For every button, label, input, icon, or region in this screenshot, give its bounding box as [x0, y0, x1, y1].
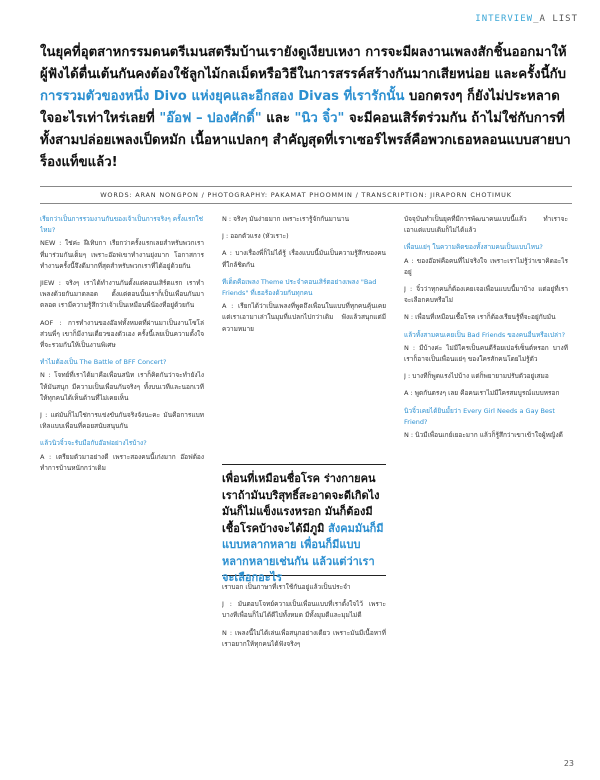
lead-text-3: และ: [261, 111, 295, 126]
answer: N : มีบ้างค่ะ ไม่มีใครเป็นคนดีร้อยเปอร์เซ็นต์หรอก บางทีเราก็อาจเป็นเพื่อนแย่ๆ ของใครสักคนโดยไม่รู้ตัว: [404, 343, 568, 364]
pull-quote: [222, 464, 386, 584]
lead-text-2: บอกตรงๆ ก็ยังไม่ประหลาดใจอะไรเท่าใหร่เลยที่: [40, 89, 560, 126]
answer: J : แต่มันก็ไม่ใช่การแข่งขันกันจริงจังนะคะ มันคือการแบทเทิลแบบเพื่อนที่คอยสนับสนุนกัน: [40, 411, 204, 431]
answer: N : โจทย์ที่เราได้มาคือเพื่อนสนิท เราก็คิดกันว่าจะทำยังไงให้มันสนุก มีความเป็นเพื่อนกันจริงๆ ทั้งบนเวทีและนอกเวที ให้ทุกคนได้เห็นด้านที่ไม่เคยเห็น: [40, 371, 204, 402]
lead-highlight-3: "นิว จิ๋ว": [294, 111, 345, 126]
lead-paragraph: [40, 42, 572, 174]
question: ทีเด็ดคือเพลง Theme ประจำคอนเสิร์ตอย่างเพลง "Bad Friends" ที่เธอร้องด้วยกันทุกคน: [222, 277, 377, 298]
pull-quote-highlight: สังคมมันก็มีแบบหลากหลาย เพื่อนก็มีแบบหลากหลายเช่นกัน แล้วแต่ว่าเราจะเลือกอะไร: [222, 521, 384, 584]
answer: J : บางทีก็พูดแรงไปบ้าง แต่ก็พยายามปรับตัวอยู่เสมอ: [404, 372, 549, 381]
question: ทำไมต้องเป็น The Battle of BFF Concert?: [40, 358, 167, 367]
section-tag-secondary: _A LIST: [533, 14, 578, 24]
column-3: [404, 214, 568, 734]
section-tag: [475, 14, 578, 24]
question: แล้วทั้งสามคนเคยเป็น Bad Friends ของคนอื่นหรือเปล่า?: [404, 330, 566, 339]
page-number: 23: [563, 759, 574, 768]
question: แล้วนิวจิ๋วจะรับมือกับอ๊อฟอย่างไรบ้าง?: [40, 439, 147, 448]
lead-highlight-2: "อ๊อฟ – ปองศักดิ์": [159, 111, 262, 126]
answer: J : ออกตัวแรง (หัวเราะ): [222, 232, 289, 241]
answer: J : มันตอบโจทย์ความเป็นเพื่อนแบบที่เราตั้งใจไว้ เพราะบางทีเพื่อนก็ไม่ได้ดีไปทั้งหมด มีทั้งมุมดีและมุมไม่ดี: [222, 600, 386, 620]
lead-text-4: จะมีคอนเสิร์ตร่วมกัน ถ้าไม่ใช่กับการที่ทั้งสามปล่อยเพลงเป็ดหมัก เนื้อหาแปลกๆ สำคัญสุดที่เราเซอร์ไพรส์คือพวกเธอหลอนแบบสายบาร็องแท็ขแล้ว!: [40, 111, 571, 170]
answer: J : จิ๋วว่าทุกคนก็ต้องเคยเจอเพื่อนแบบนี้มาบ้าง แต่อยู่ที่เราจะเลือกคบหรือไม่: [404, 285, 568, 305]
answer: N : นิวมีเพื่อนเกย์เยอะมาก แล้วก็รู้สึกว่าเขาเข้าใจผู้หญิงดี: [404, 431, 563, 440]
question: นิวจิ๋วเคยได้ยินมั้ยว่า Every Girl Needs a Gay Best Friend?: [404, 406, 555, 426]
answer: A : เรียกได้ว่าเป็นเพลงที่พูดถึงเพื่อนในแบบที่ทุกคนคุ้นเคย แต่เราเอามาเล่าในมุมที่แปลกไปกว่าเดิม ฟังแล้วสนุกแต่มีความหมาย: [222, 302, 386, 333]
answer: A : เตรียมตัวมาอย่างดี เพราะสองคนนี้เก่งมาก อ๊อฟต้องทำการบ้านหนักกว่าเดิม: [40, 452, 204, 472]
answer: บัจจุบันทำเป็นยุคที่มีการพัฒนาคนแบบนี้แล้ว ทำเราจะเอาแต่แบบเดิมก็ไม่ได้แล้ว: [404, 215, 568, 235]
question: เรียกว่าเป็นการรวมงานกันของเจ้าเป็นการจริงๆ ครั้งแรกใช่ไหม?: [40, 215, 204, 235]
answer: N : จริงๆ มันง่ายมาก เพราะเรารู้จักกันมานาน: [222, 215, 350, 223]
lead-highlight-1: การรวมตัวของหนึ่ง Divo แห่งยุคและอีกสอง Divas ที่เรารักนั้น: [40, 89, 405, 104]
column-2: [222, 214, 386, 464]
answer: A : ของอ๊อฟคือคนที่ไม่จริงใจ เพราะเราไม่รู้ว่าเขาคิดอะไรอยู่: [404, 256, 568, 276]
answer: N : เพลงนี้ไม่ได้เล่นเพื่อสนุกอย่างเดียว เพราะมันมีเนื้อหาที่เราอยากให้ทุกคนได้ฟังจริงๆ: [222, 628, 386, 648]
article-credits: WORDS: ARAN NONGPON / PHOTOGRAPHY: PAKAMAT PHOOMMIN / TRANSCRIPTION: JIRAPORN CHOTIMUK: [40, 186, 572, 204]
column-2-continued: [222, 582, 386, 742]
pull-quote-text: เพื่อนที่เหมือนชื่อโรค ร่างกายคนเราถ้ามันบริสุทธิ์สะอาดจะดีเกิดไง มันก็ไม่แข็งแรงหรอก มันก็ต้องมีเชื้อโรคบ้างจะได้มีภูมิ: [222, 472, 380, 535]
answer: N : เพื่อนที่เหมือนเชื้อโรค เราก็ต้องเรียนรู้ที่จะอยู่กับมัน: [404, 313, 556, 322]
answer: AOF : การทำงานของอ๊อฟทั้งหมดที่ผ่านมาเป็นงานโซโล่ ส่วนพี่ๆ เขาก็มีงานเดี่ยวของตัวเอง ครั้งนี้เลยเป็นความตั้งใจที่จะรวมกันให้เป็นงานพิเศษ: [40, 318, 204, 350]
answer: A : บางเรื่องพี่ก็ไม่ได้รู้ เรื่องแบบนี้มันเป็นความรู้สึกของคนที่ใกล้ชิดกัน: [222, 249, 386, 269]
section-tag-primary: INTERVIEW: [475, 14, 534, 24]
answer: JIEW : จริงๆ เราได้ทำงานกันตั้งแต่คอนเสิร์ตแรก เราทำเพลงด้วยกันมาตลอด ตั้งแต่ตอนนั้นเราก็เป็นเพื่อนกันมาตลอด เรามีความรู้สึกว่าเจ้าเป็นเหมือนพี่น้องที่อยู่ด้วยกัน: [40, 279, 204, 310]
lead-text-1: ในยุคที่อุตสาหกรรมดนตรีเมนสตรีมบ้านเรายังดูเงียบเหงา การจะมีผลงานเพลงสักชิ้นออกมาให้ผู้ฟังได้ตื่นเต้นกันคงต้องใช้ลูกไม้กลเม็ดหรือวิธีในการสรรค์สร้างกันมากเสียหน่อย และครั้งนี้กับ: [40, 45, 567, 82]
answer: A : พูดกันตรงๆ เลย คือคนเราไม่มีใครสมบูรณ์แบบหรอก: [404, 389, 560, 398]
column-1: [40, 214, 204, 734]
question: เพื่อนแย่ๆ ในความคิดของทั้งสามคนเป็นแบบไหน?: [404, 243, 543, 252]
answer: NEW : ใช่ค่ะ ฝีเทิบกา เรียกว่าครั้งแรกเลยสำหรับพวกเราที่มาร่วมกันเต็มๆ เพราะอ๊อฟเขาทำงานยุ่งมาก โอกาสการทำงานครั้งนี้จึงดีมากที่สุดสำหรับพวกเราที่ได้อยู่ด้วยกัน: [40, 239, 204, 270]
answer: เราบอก เป็นภาษาที่เราใช้กันอยู่แล้วเป็นประจำ: [222, 583, 351, 591]
